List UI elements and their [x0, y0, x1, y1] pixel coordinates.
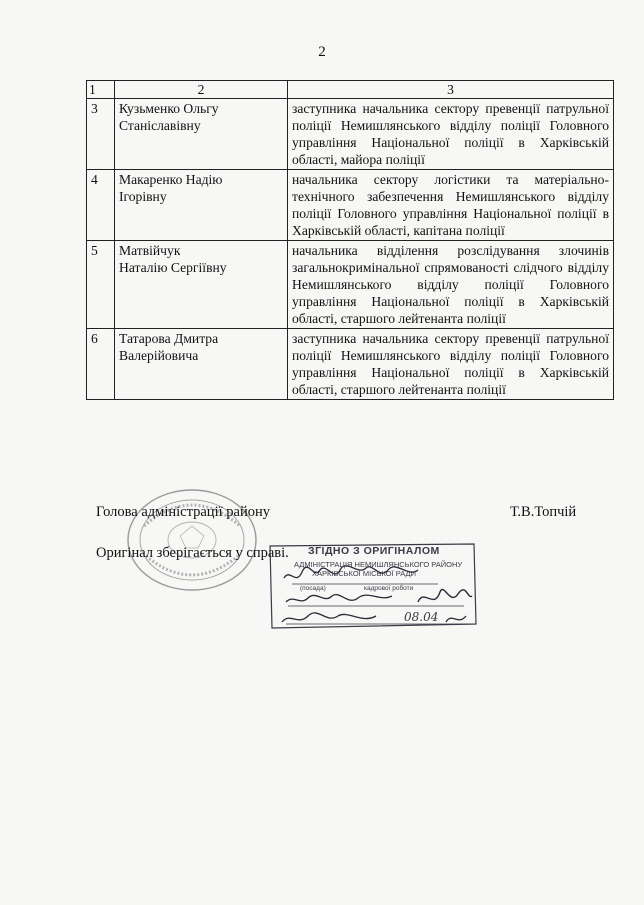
- header-col-2: 2: [115, 81, 288, 99]
- person-name: Татарова Дмитра Валерійовича: [115, 329, 288, 400]
- row-number: 3: [87, 99, 115, 170]
- stamp-line-4: (посада): [300, 585, 326, 592]
- row-number: 4: [87, 170, 115, 241]
- person-position: начальника відділення розслідування злочинів загальнокримінальної спрямованості слідчого відділу Немишлянського відділу поліції Головного управління Національної поліції в Харківській області, старшого лейтенанта поліції: [288, 241, 614, 329]
- signer-name: Т.В.Топчій: [510, 504, 577, 520]
- table-row: [87, 329, 614, 400]
- official-seal-icon: [120, 486, 270, 594]
- stamp-line-1: ЗГІДНО З ОРИГІНАЛОМ: [308, 545, 440, 557]
- header-col-1: 1: [87, 81, 115, 99]
- signer-title: Голова адміністрації району: [96, 504, 270, 520]
- person-name: Кузьменко Ольгу Станіславівну: [115, 99, 288, 170]
- person-position: заступника начальника сектору превенції патрульної поліції Немишлянського відділу поліції Головного управління Національної поліції в Харківській області, старшого лейтенанта поліції: [288, 329, 614, 400]
- stamp-line-2: АДМІНІСТРАЦІЯ НЕМИШЛЯНСЬКОГО РАЙОНУ: [294, 560, 463, 569]
- table-row: [87, 241, 614, 329]
- table-row: [87, 99, 614, 170]
- stamp-date: 08.04: [404, 610, 439, 624]
- original-stored-note: Оригінал зберігається у справі.: [96, 545, 289, 561]
- person-position: заступника начальника сектору превенції патрульної поліції Немишлянського відділу поліції Головного управління Національної поліції в Харківській області, майора поліції: [288, 99, 614, 170]
- row-number: 5: [87, 241, 115, 329]
- person-name: Матвійчук Наталію Сергіївну: [115, 241, 288, 329]
- person-name: Макаренко Надію Ігорівну: [115, 170, 288, 241]
- person-position: начальника сектору логістики та матеріально-технічного забезпечення Немишлянського відділу поліції Головного управління Національної поліції в Харківській області, капітана поліції: [288, 170, 614, 241]
- row-number: 6: [87, 329, 115, 400]
- stamp-line-3: ХАРКІВСЬКОЇ МІСЬКОЇ РАДИ: [312, 569, 417, 578]
- header-col-3: 3: [288, 81, 614, 99]
- table-header-row: [87, 81, 614, 99]
- page-number: 2: [318, 44, 326, 60]
- appointments-table: [86, 80, 614, 400]
- table-row: [87, 170, 614, 241]
- stamp-line-5: кадрової роботи: [364, 585, 414, 592]
